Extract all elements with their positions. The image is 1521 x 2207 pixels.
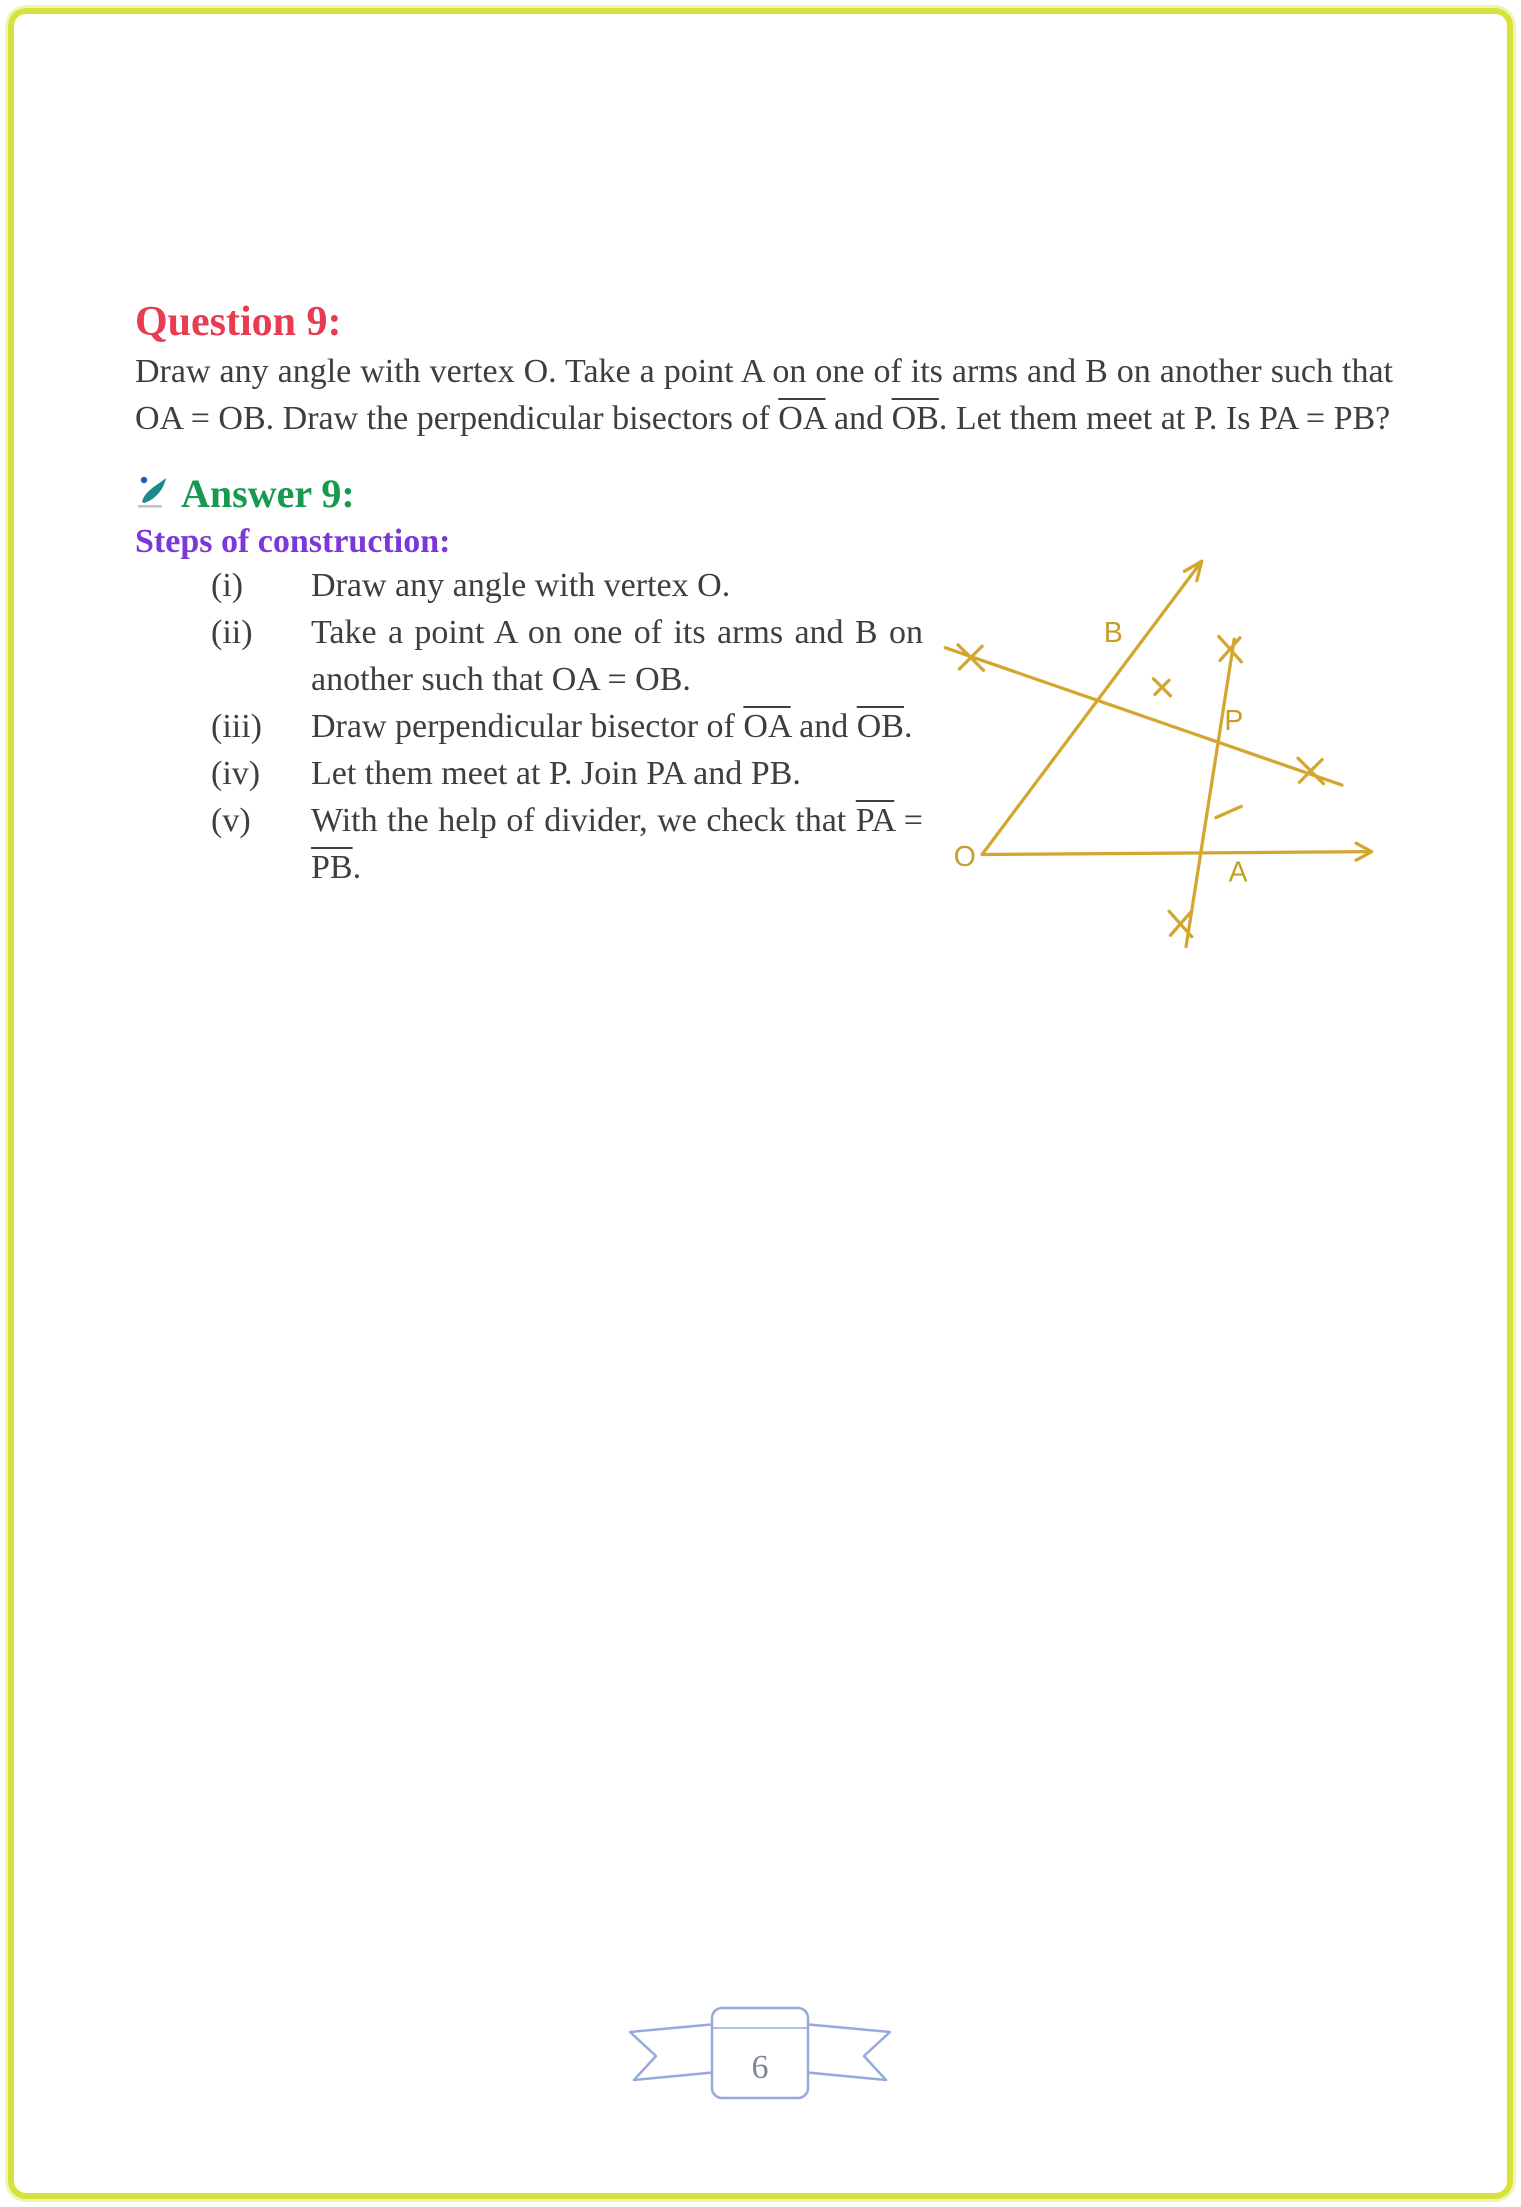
answer-heading: Answer 9: bbox=[181, 471, 355, 516]
step-row bbox=[211, 562, 923, 609]
step-row bbox=[211, 609, 923, 703]
step-text bbox=[311, 797, 923, 891]
question-text bbox=[135, 348, 1393, 442]
perpendicular-bisector-oa bbox=[1186, 639, 1234, 946]
step-row bbox=[211, 703, 923, 750]
step-segment: and bbox=[790, 708, 857, 745]
step-text: Let them meet at P. Join PA and PB. bbox=[311, 755, 801, 792]
question-segment-overline-ob: $\overline{OB}$ bbox=[891, 400, 939, 437]
step-text: Take a point A on one of its arms and B on another such that OA = OB. bbox=[311, 614, 923, 698]
step-label: (i) bbox=[211, 567, 244, 604]
page-number-banner bbox=[610, 2000, 910, 2105]
step-segment: With the help of divider, we check that bbox=[311, 802, 856, 839]
step-segment: . bbox=[903, 708, 913, 745]
step-text: Draw any angle with vertex O. bbox=[311, 567, 731, 604]
step-label: (iii) bbox=[211, 708, 262, 745]
steps-heading: Steps of construction: bbox=[135, 523, 451, 560]
diagram-label-a: A bbox=[1228, 856, 1248, 889]
step-segment-overline-oa: $\overline{OA}$ bbox=[743, 708, 791, 745]
step-label: (iv) bbox=[211, 755, 261, 792]
midpoint-tick bbox=[1216, 806, 1242, 817]
step-label: (ii) bbox=[211, 614, 253, 651]
perpendicular-bisector-ob bbox=[945, 648, 1342, 785]
step-segment-overline-pb: $\overline{PB}$ bbox=[311, 849, 353, 886]
arc-mark bbox=[958, 645, 984, 671]
step-segment-overline-ob: $\overline{OB}$ bbox=[856, 708, 904, 745]
question-segment-overline-oa: $\overline{OA}$ bbox=[778, 400, 826, 437]
step-row bbox=[211, 750, 923, 797]
diagram-label-b: B bbox=[1103, 617, 1123, 649]
construction-diagram bbox=[928, 540, 1396, 965]
step-segment: = bbox=[894, 802, 923, 839]
ray-oa bbox=[982, 852, 1370, 855]
step-text bbox=[311, 703, 923, 750]
diagram-label-p: P bbox=[1224, 704, 1244, 737]
answer-section bbox=[133, 470, 355, 517]
brand-icon bbox=[133, 471, 171, 516]
step-segment: . bbox=[352, 849, 362, 886]
ray-ob bbox=[982, 561, 1202, 854]
question-segment: Draw any angle with vertex O. Take a point A on one of its arms and B on another such that OA = OB. Draw the perpendicular bisectors of bbox=[135, 353, 1393, 437]
step-label: (v) bbox=[211, 802, 251, 839]
step-segment-overline-pa: $\overline{PA}$ bbox=[855, 802, 895, 839]
question-segment: . Let them meet at P. Is PA = PB? bbox=[938, 400, 1391, 437]
question-heading: Question 9: bbox=[135, 299, 342, 345]
arc-mark bbox=[1154, 679, 1171, 696]
step-segment: Draw perpendicular bisector of bbox=[311, 708, 744, 745]
question-segment: and bbox=[825, 400, 892, 437]
page-number: 6 bbox=[751, 2049, 769, 2086]
step-row bbox=[211, 797, 923, 891]
construction-steps bbox=[211, 562, 923, 891]
diagram-label-o: O bbox=[953, 840, 976, 873]
